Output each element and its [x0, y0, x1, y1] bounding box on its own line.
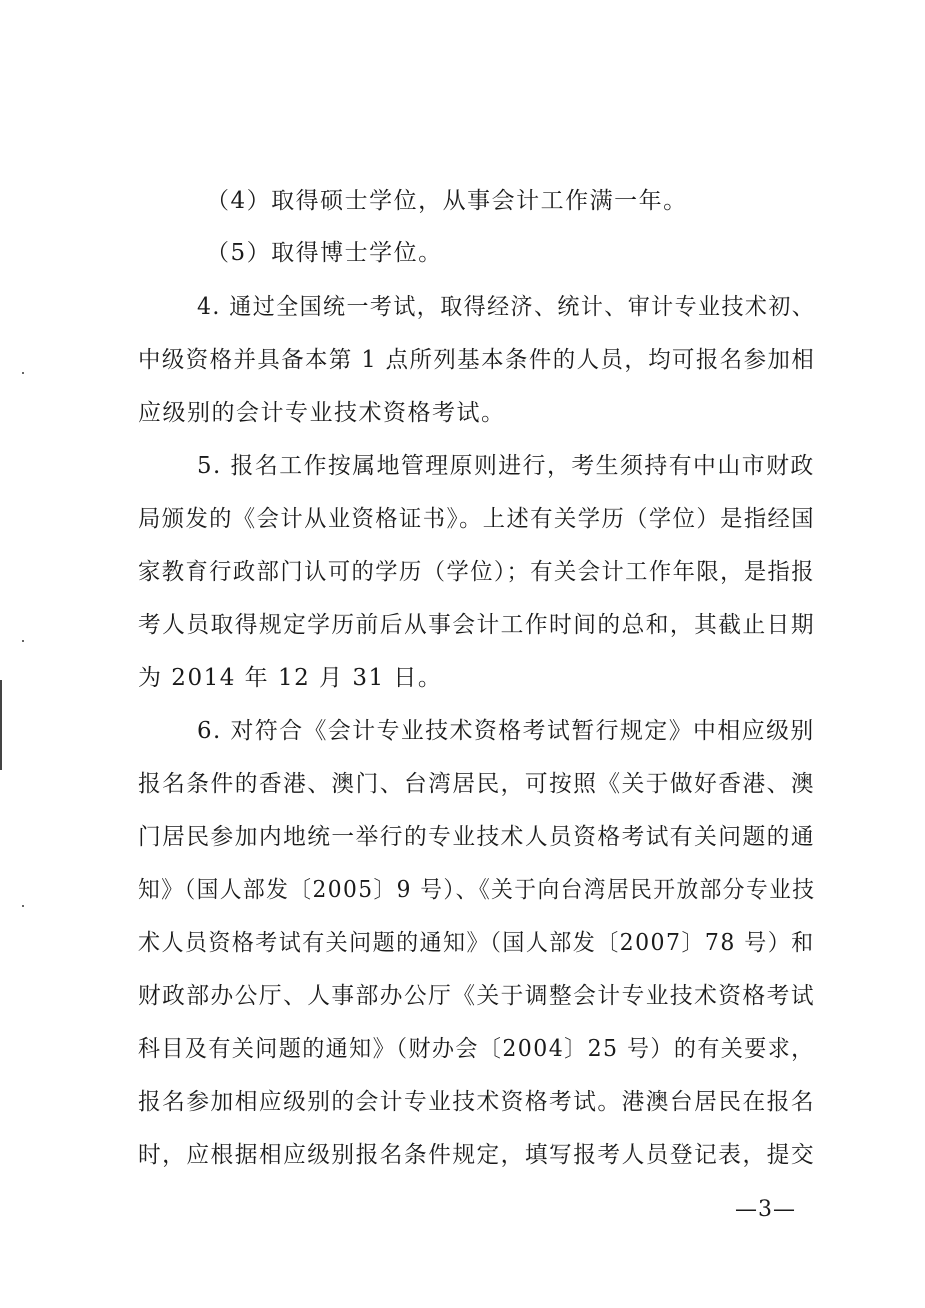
text-line: （4）取得硕士学位，从事会计工作满一年。 [206, 188, 688, 214]
scan-speck [22, 372, 24, 374]
text-line: 财政部办公厅、人事部办公厅《关于调整会计专业技术资格考试 [138, 983, 815, 1009]
text-line: 门居民参加内地统一举行的专业技术人员资格考试有关问题的通 [138, 824, 815, 850]
text-line: 5. 报名工作按属地管理原则进行，考生须持有中山市财政 [197, 453, 815, 479]
scan-edge-mark [0, 680, 2, 770]
text-line: 局颁发的《会计从业资格证书》。上述有关学历（学位）是指经国 [138, 506, 815, 532]
text-line: 报名参加相应级别的会计专业技术资格考试。港澳台居民在报名 [138, 1089, 815, 1115]
text-line: 时，应根据相应级别报名条件规定，填写报考人员登记表，提交 [138, 1142, 815, 1168]
text-line: （5）取得博士学位。 [206, 240, 443, 266]
text-line: 考人员取得规定学历前后从事会计工作时间的总和，其截止日期 [138, 612, 815, 638]
scan-speck [22, 640, 24, 642]
text-line: 4. 通过全国统一考试，取得经济、统计、审计专业技术初、 [197, 294, 816, 320]
text-line: 术人员资格考试有关问题的通知》（国人部发〔2007〕78 号）和 [138, 930, 815, 956]
scan-speck [22, 905, 24, 907]
text-line: 中级资格并具备本第 1 点所列基本条件的人员，均可报名参加相 [138, 347, 816, 373]
text-line: 家教育行政部门认可的学历（学位）；有关会计工作年限，是指报 [138, 559, 815, 585]
text-line: 科目及有关问题的通知》（财办会〔2004〕25 号）的有关要求， [138, 1036, 815, 1062]
text-line: 知》（国人部发〔2005〕9 号）、《关于向台湾居民开放部分专业技 [138, 877, 816, 903]
text-line: 为 2014 年 12 月 31 日。 [138, 665, 443, 691]
text-line: 报名条件的香港、澳门、台湾居民，可按照《关于做好香港、澳 [138, 771, 815, 797]
text-line: 6. 对符合《会计专业技术资格考试暂行规定》中相应级别 [197, 718, 815, 744]
text-line: 应级别的会计专业技术资格考试。 [138, 400, 506, 426]
page-number: —3— [735, 1197, 796, 1222]
